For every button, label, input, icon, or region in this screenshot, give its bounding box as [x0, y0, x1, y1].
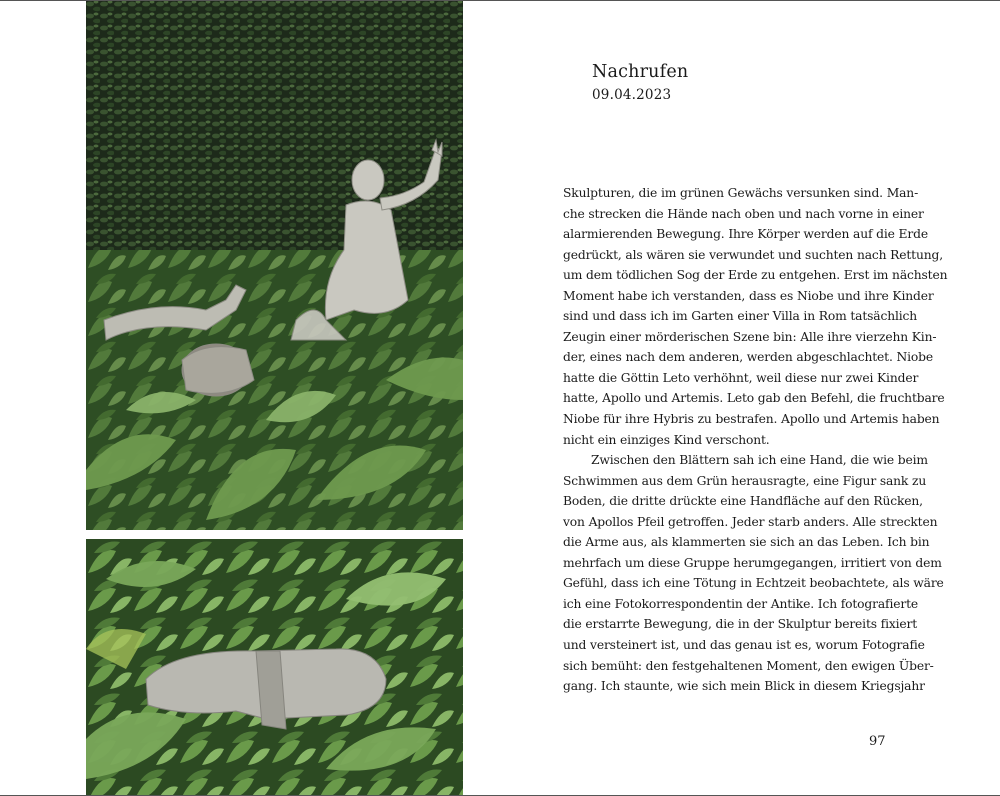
text-line: Boden, die dritte drückte eine Handfläche auf den Rücken, [563, 494, 923, 509]
garden-statues-illustration [86, 0, 463, 530]
text-line: nicht ein einziges Kind verschont. [563, 432, 770, 447]
text-line: gedrückt, als wären sie verwundet und suchten nach Rettung, [563, 247, 943, 262]
text-line: Gefühl, dass ich eine Tötung in Echtzeit beobachtete, als wäre [563, 576, 944, 591]
text-line: sich bemüht: den festgehaltenen Moment, den ewigen Über- [563, 658, 934, 673]
fallen-statue-illustration [86, 539, 463, 796]
text-line: von Apollos Pfeil getroffen. Jeder starb anders. Alle streckten [563, 514, 938, 529]
chapter-heading [592, 60, 688, 105]
text-line: gang. Ich staunte, wie sich mein Blick in diesem Kriegsjahr [563, 679, 925, 694]
text-line: che strecken die Hände nach oben und nach vorne in einer [563, 206, 924, 221]
text-line: um dem tödlichen Sog der Erde zu entgehen. Erst im nächsten [563, 268, 948, 283]
text-line: hatte die Göttin Leto verhöhnt, weil diese nur zwei Kinder [563, 370, 919, 385]
chapter-date: 09.04.2023 [592, 87, 672, 103]
body-paragraphs [563, 183, 948, 697]
text-line: und versteinert ist, und das genau ist es, worum Fotografie [563, 638, 925, 653]
text-line: der, eines nach dem anderen, werden abgeschlachtet. Niobe [563, 350, 933, 365]
photo-fallen-statue [86, 539, 463, 796]
text-line: ich eine Fotokorrespondentin der Antike. Ich fotografierte [563, 596, 919, 611]
text-line: Zwischen den Blättern sah ich eine Hand, die wie beim [591, 453, 928, 468]
text-line: Skulpturen, die im grünen Gewächs versunken sind. Man- [563, 186, 919, 200]
text-line: Moment habe ich verstanden, dass es Niobe und ihre Kinder [563, 288, 934, 303]
text-line: die erstarrte Bewegung, die in der Skulptur bereits fixiert [563, 617, 918, 632]
text-line: hatte, Apollo und Artemis. Leto gab den Befehl, die fruchtbare [563, 391, 945, 406]
text-line: Niobe für ihre Hybris zu bestrafen. Apollo und Artemis haben [563, 412, 940, 427]
page-number: 97 [869, 734, 886, 749]
text-line: sind und dass ich im Garten einer Villa in Rom tatsächlich [563, 309, 918, 324]
text-line: alarmierenden Bewegung. Ihre Körper werden auf die Erde [563, 227, 928, 242]
text-line: Schwimmen aus dem Grün herausragte, eine Figur sank zu [563, 473, 927, 488]
text-line: die Arme aus, als klammerten sie sich an das Leben. Ich bin [563, 535, 930, 550]
chapter-title: Nachrufen [592, 62, 689, 82]
text-line: mehrfach um diese Gruppe herumgegangen, irritiert von dem [563, 555, 942, 570]
photo-statues-in-garden [86, 0, 463, 530]
text-line: Zeugin einer mörderischen Szene bin: Alle ihre vierzehn Kin- [563, 329, 937, 344]
